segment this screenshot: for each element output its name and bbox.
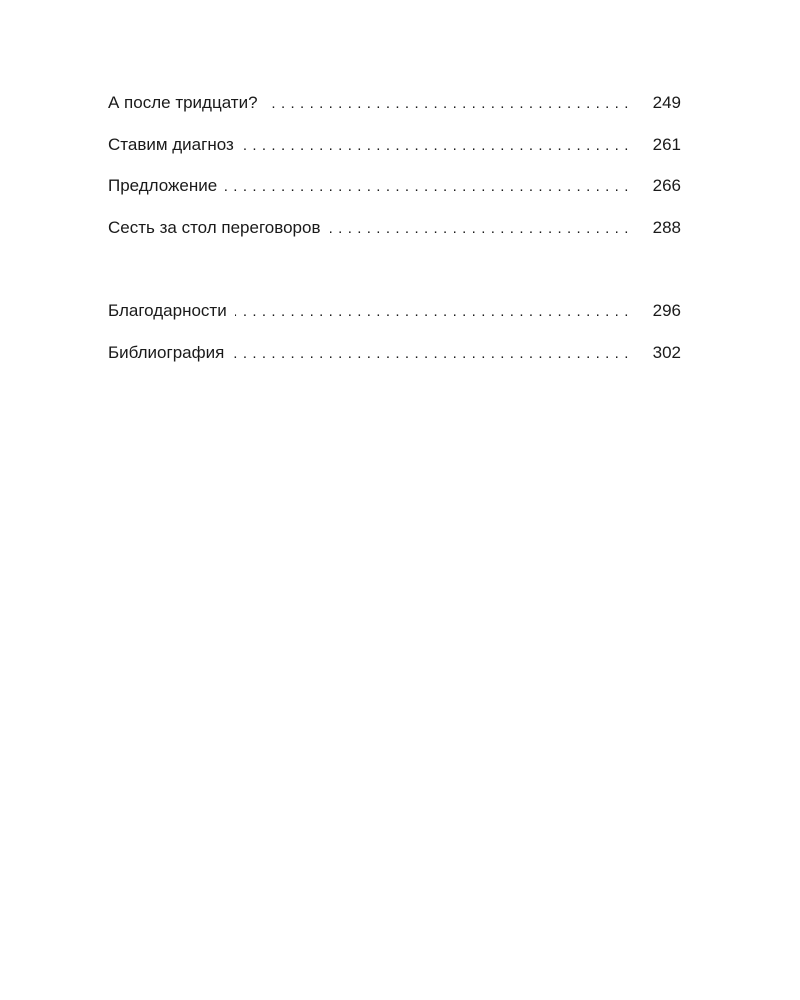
- table-of-contents: [108, 88, 681, 379]
- toc-entry-page: 288: [652, 217, 681, 237]
- toc-entry-title: Библиография: [108, 342, 225, 362]
- toc-entry-title: А после тридцати?: [108, 93, 258, 112]
- toc-dot-leader: [328, 214, 629, 244]
- toc-entry-title: Сесть за стол переговоров: [108, 217, 321, 237]
- toc-group-chapters: [108, 88, 681, 254]
- toc-entry-title: Предложение: [108, 176, 218, 195]
- toc-entry-page: 266: [652, 176, 681, 195]
- toc-entry-title: Ставим диагноз: [108, 134, 234, 154]
- toc-entry[interactable]: [108, 296, 681, 338]
- toc-entry-page: 249: [652, 93, 681, 112]
- toc-entry-page: 261: [652, 134, 681, 154]
- toc-dot-leader: [235, 297, 629, 327]
- toc-entry[interactable]: [108, 88, 681, 130]
- toc-entry[interactable]: [108, 130, 681, 172]
- toc-entry-title: Благодарности: [108, 301, 227, 320]
- toc-entry-page: 302: [652, 342, 681, 362]
- toc-dot-leader: [242, 131, 629, 161]
- toc-entry[interactable]: [108, 171, 681, 213]
- toc-entry[interactable]: [108, 213, 681, 255]
- toc-entry[interactable]: [108, 338, 681, 380]
- toc-dot-leader: [225, 172, 629, 202]
- toc-entry-page: 296: [652, 301, 681, 320]
- toc-dot-leader: [232, 339, 629, 369]
- toc-group-back-matter: [108, 296, 681, 379]
- toc-dot-leader: [266, 89, 629, 119]
